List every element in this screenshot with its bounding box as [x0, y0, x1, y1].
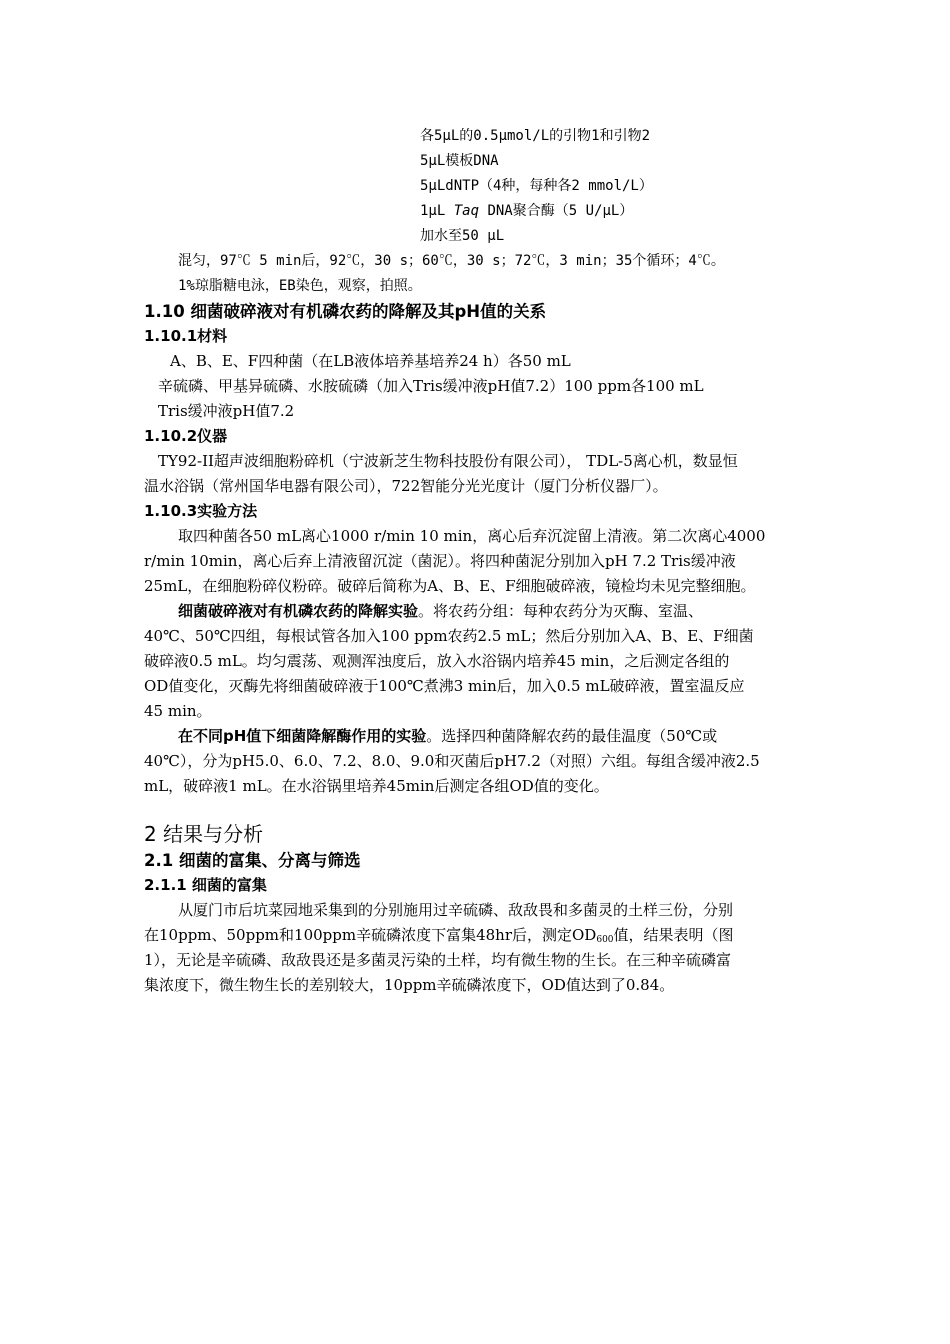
- methods-p1-line: 取四种菌各50 mL离心1000 r/min 10 min，离心后弃沉淀留上清液。第二次离心4000: [178, 527, 766, 545]
- section-heading-2: 2 结果与分析: [144, 822, 264, 846]
- methods-p2-line: 40℃、50℃四组，每根试管各加入100 ppm农药2.5 mL；然后分别加入A、B、E、F细菌: [144, 627, 754, 645]
- methods-p1-line: r/min 10min，离心后弃上清液留沉淀（菌泥）。将四种菌泥分别加入pH 7.2 Tris缓冲液: [144, 552, 736, 570]
- instruments-line-1: TY92-II超声波细胞粉碎机（宁波新芝生物科技股份有限公司）， TDL-5离心机，数显恒: [158, 452, 738, 470]
- methods-p2-line: 破碎液0.5 mL。均匀震荡、观测浑浊度后，放入水浴锅内培养45 min，之后测定各组的: [144, 652, 730, 670]
- pcr-reagent-water: 加水至50 μL: [420, 228, 505, 244]
- results-line: 1），无论是辛硫磷、敌敌畏还是多菌灵污染的土样，均有微生物的生长。在三种辛硫磷富: [144, 951, 732, 969]
- pcr-reagent-primers: 各5μL的0.5μmol/L的引物1和引物2: [420, 128, 651, 144]
- pcr-reagent-polymerase: 1μL Taq DNA聚合酶（5 U/μL）: [420, 203, 634, 219]
- materials-line-3: Tris缓冲液pH值7.2: [158, 402, 295, 420]
- methods-p1-line: 25mL，在细胞粉碎仪粉碎。破碎后简称为A、B、E、F细胞破碎液，镜检均未见完整细胞。: [144, 577, 756, 595]
- results-line: 集浓度下，微生物生长的差别较大，10ppm辛硫磷浓度下，OD值达到了0.84。: [144, 976, 675, 994]
- subheading-instruments: 1.10.2仪器: [144, 427, 228, 445]
- pcr-reagent-dntp: 5μLdNTP（4种，每种各2 mmol/L）: [420, 178, 653, 194]
- materials-line-2: 辛硫磷、甲基异硫磷、水胺硫磷（加入Tris缓冲液pH值7.2）100 ppm各100 mL: [158, 377, 704, 395]
- methods-p2-line: 45 min。: [144, 702, 212, 720]
- section-heading-1-10: 1.10 细菌破碎液对有机磷农药的降解及其pH值的关系: [144, 302, 547, 321]
- methods-p3-line: mL，破碎液1 mL。在水浴锅里培养45min后测定各组OD值的变化。: [144, 777, 609, 795]
- section-heading-2-1: 2.1 细菌的富集、分离与筛选: [144, 851, 361, 870]
- results-line-od: 在10ppm、50ppm和100ppm辛硫磷浓度下富集48hr后，测定$OD_{600}$值，结果表明（图: [144, 926, 734, 945]
- instruments-line-2: 温水浴锅（常州国华电器有限公司），722智能分光光度计（厦门分析仪器厂）。: [144, 477, 668, 495]
- subheading-materials: 1.10.1材料: [144, 327, 228, 345]
- methods-p3-line: 40℃），分为pH5.0、6.0、7.2、8.0、9.0和灭菌后pH7.2（对照）六组。每组含缓冲液2.5: [144, 752, 760, 770]
- methods-p2-line: OD值变化，灭酶先将细菌破碎液于100℃煮沸3 min后，加入0.5 mL破碎液，置室温反应: [144, 677, 745, 695]
- pcr-electrophoresis: 1%琼脂糖电泳，EB染色，观察，拍照。: [178, 278, 422, 294]
- subheading-methods: 1.10.3实验方法: [144, 502, 258, 520]
- subheading-2-1-1: 2.1.1 细菌的富集: [144, 876, 267, 894]
- pcr-reagent-template: 5μL模板DNA: [420, 153, 499, 169]
- methods-p3-title: 在不同pH值下细菌降解酶作用的实验: [178, 727, 427, 745]
- methods-p3-first-line: 在不同pH值下细菌降解酶作用的实验。选择四种菌降解农药的最佳温度（50℃或: [178, 727, 718, 745]
- methods-p2-title: 细菌破碎液对有机磷农药的降解实验: [178, 602, 419, 620]
- materials-line-1: A、B、E、F四种菌（在LB液体培养基培养24 h）各50 mL: [170, 352, 571, 370]
- results-line: 从厦门市后坑菜园地采集到的分别施用过辛硫磷、敌敌畏和多菌灵的土样三份，分别: [178, 901, 734, 919]
- pcr-program: 混匀，97℃ 5 min后，92℃，30 s；60℃，30 s；72℃，3 min；35个循环；4℃。: [178, 253, 725, 269]
- methods-p2-first-line: 细菌破碎液对有机磷农药的降解实验。将农药分组：每种农药分为灭酶、室温、: [178, 602, 704, 620]
